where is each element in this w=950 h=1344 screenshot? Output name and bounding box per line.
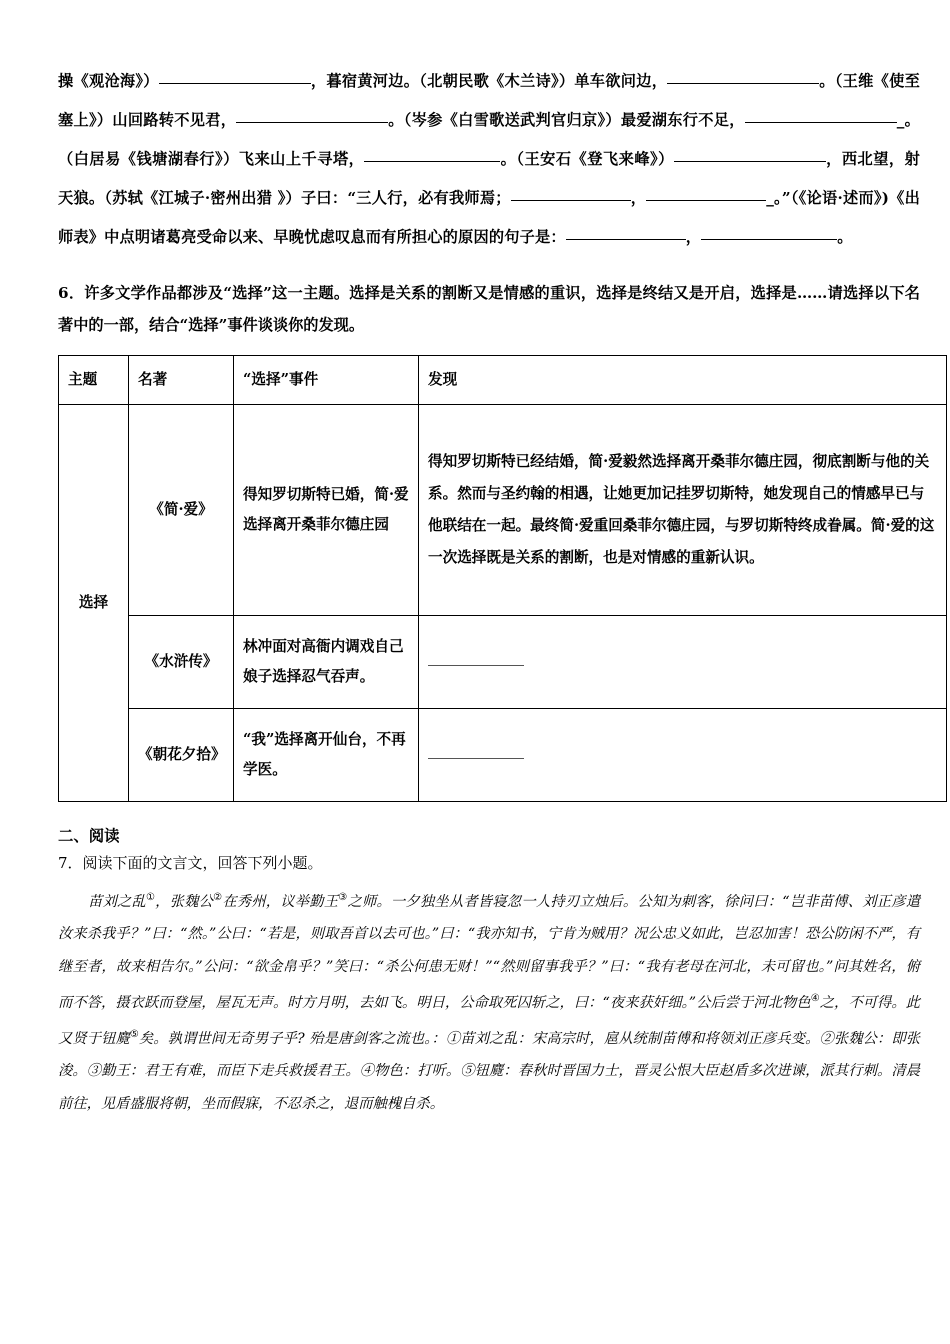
table-row [59,709,947,802]
table-header-finding: 发现 [419,356,947,405]
table-header-theme: 主题 [59,356,129,405]
table-cell-work: 《水浒传》 [129,616,234,709]
choice-table [58,355,947,802]
answer-blank[interactable] [428,744,524,759]
table-row [59,405,947,616]
passage-text-run: 矣。孰谓世间无奇男子乎? 殆是唐剑客之流也。：①苗刘之乱：宋高宗时，扈从统制苗傅和将领刘正彦兵变。②张魏公：即张浚。③勤王：君王有难，而臣下走兵救援君王。④物色：打听。⑤钮麑：春秋时晋国力士，晋灵公恨大臣赵盾多次进谏，派其行刺。清晨前往，见盾盛服将朝，坐而假寐，不忍杀之，退而触槐自杀。 [58,1030,920,1112]
answer-blank[interactable] [511,185,631,201]
answer-blank[interactable] [236,107,388,123]
question-6 [58,277,920,341]
question-6-text: 许多文学作品都涉及“选择”这一主题。选择是关系的割断又是情感的重识，选择是终结又是开启，选择是……请选择以下名著中的一部，结合“选择”事件谈谈你的发现。 [58,284,920,334]
fill-text-run: _。”（《论语·述而》)《出师表》中点明诸葛亮受命以来、早晚忧虑叹息而有所担心的原因的句子是： [58,189,920,246]
answer-blank[interactable] [646,185,766,201]
table-cell-theme: 选择 [59,405,129,802]
answer-blank[interactable] [667,68,819,84]
fill-in-blank-paragraph [58,62,920,257]
fill-text-run: ， [685,228,702,246]
answer-blank[interactable] [745,107,897,123]
table-cell-work: 《简·爱》 [129,405,234,616]
footnote-marker: ② [213,892,223,903]
table-cell-finding-blank [419,709,947,802]
footnote-marker: ③ [338,892,348,903]
fill-text-run: 。（王维《使至塞上》）山回路转不见君， [58,72,920,129]
answer-blank[interactable] [159,68,311,84]
footnote-marker: ⑤ [129,1029,139,1041]
finding-text: 得知罗切斯特已经结婚，简·爱毅然选择离开桑菲尔德庄园，彻底割断与他的关系。然而与圣约翰的相遇，让她更加记挂罗切斯特，她发现自己的情感早已与他联结在一起。最终简·爱重回桑菲尔德庄园，与罗切斯特终成眷属。简·爱的这一次选择既是关系的割断，也是对情感的重新认识。 [428,453,935,566]
question-6-number: 6． [58,284,85,302]
table-cell-finding-blank [419,616,947,709]
table-header-event: “选择”事件 [234,356,419,405]
answer-blank[interactable] [364,146,500,162]
answer-blank[interactable] [566,224,686,240]
table-cell-event: “我”选择离开仙台，不再学医。 [234,709,419,802]
fill-text-run: 操《观沧海》） [58,72,159,90]
fill-text-run: ，西北望，射天狼。（苏轼《江城子·密州出猎 》）子曰：“三人行，必有我师焉； [58,150,921,207]
fill-text-run: 。（王安石《登飞来峰》） [500,150,674,168]
table-cell-finding [419,405,947,616]
table-header-row [59,356,947,405]
question-7: 7．阅读下面的文言文，回答下列小题。 [58,854,323,872]
fill-text-run: ，暮宿黄河边。（北朝民歌《木兰诗》）单车欲问边， [310,72,668,90]
answer-blank[interactable] [701,224,837,240]
passage-text-run: 苗刘之乱 [88,893,146,910]
passage-text-run: 在秀州，议举勤王 [222,893,339,910]
fill-text-run: _。（白居易《钱塘湖春行》）飞来山上千寻塔， [58,111,920,168]
passage-text-run: ，张魏公 [155,893,214,910]
classical-passage [58,882,920,1120]
fill-text-run: 。 [837,228,853,246]
table-cell-event: 得知罗切斯特已婚，简·爱选择离开桑菲尔德庄园 [234,405,419,616]
table-cell-work: 《朝花夕拾》 [129,709,234,802]
table-cell-event: 林冲面对高衙内调戏自己娘子选择忍气吞声。 [234,616,419,709]
answer-blank[interactable] [428,651,524,666]
fill-text-run: 。（岑参《白雪歌送武判官归京》）最爱湖东行不足， [388,111,745,129]
footnote-marker: ④ [810,992,820,1004]
table-row [59,616,947,709]
table-header-work: 名著 [129,356,234,405]
fill-text-run: ， [630,189,647,207]
footnote-marker: ① [145,892,156,903]
answer-blank[interactable] [674,146,826,162]
passage-text-run: 之，不可得。此又贤于钮麑 [58,994,920,1047]
passage-text-run: 之师。一夕独坐从者皆寝忽一人持刃立烛后。公知为刺客，徐问曰：“岂非苗傅、刘正彦遣汝来杀我乎？”曰：“然。”公曰：“若是，则取吾首以去可也。”曰：“我亦知书，宁肯为贼用？况公忠义如此，岂忍加害！恐公防闲不严，有继至者，故来相告尔。”公问：“欲金帛乎？”笑曰：“杀公何患无财！”“然则留事我乎？”曰：“我有老母在河北，未可留也。”问其姓名，俯而不答，摄衣跃而登屋，屋瓦无声。时方月明，去如飞。明日，公命取死囚斩之，曰：“夜来获奸细。”公后尝于河北物色 [58,893,921,1011]
section-title: 二、阅读 [58,827,120,845]
